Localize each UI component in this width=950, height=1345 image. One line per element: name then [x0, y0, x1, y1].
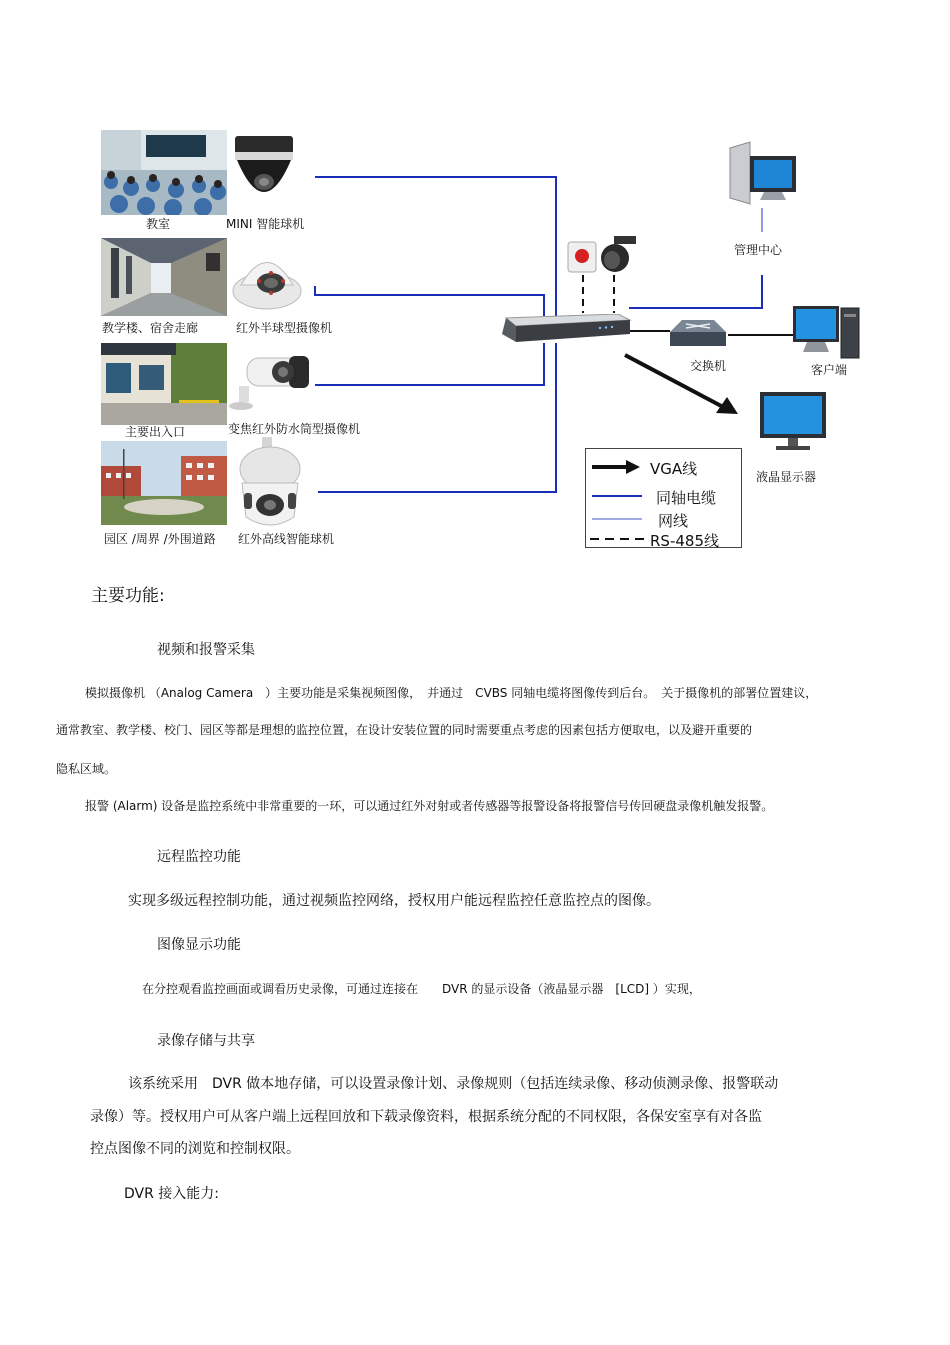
source-camera-label-1: MINI 智能球机 — [226, 217, 305, 231]
dvr-capability-heading: DVR 接入能力: — [124, 1186, 220, 1202]
source-camera-label-3: 变焦红外防水筒型摄像机 — [228, 422, 361, 436]
mini-dome-camera-icon — [229, 132, 299, 212]
section-title-capture: 视频和报警采集 — [157, 642, 255, 658]
legend-label-coax: 同轴电缆 — [656, 489, 717, 507]
source-place-label-2: 教学楼、宿舍走廊 — [102, 321, 199, 335]
legend-coax-line — [592, 487, 644, 507]
remote-paragraph: 实现多级远程控制功能，通过视频监控网络，授权用户能远程监控任意监控点的图像。 — [128, 893, 660, 909]
lcd-monitor-icon — [758, 390, 828, 454]
legend-dashed-line — [590, 529, 646, 549]
legend-label-rs485: RS-485线 — [650, 532, 719, 550]
display-paragraph: 在分控观看监控画面或调看历史录像，可通过连接在 DVR 的显示设备（液晶显示器 [LCD] ）实现， — [142, 982, 701, 996]
net-line-mgmt — [629, 275, 762, 308]
display-label: 液晶显示器 — [756, 470, 817, 484]
alarm-button-icon — [566, 240, 598, 274]
legend-label-vga: VGA线 — [650, 460, 698, 478]
capture-paragraph-line-2: 通常教室、教学楼、校门、园区等都是理想的监控位置，在设计安装位置的同时需要重点考虑的因素包括方便取电，以及避开重要的 — [56, 723, 753, 737]
source-camera-label-2: 红外半球型摄像机 — [236, 321, 333, 335]
ir-speed-dome-camera-icon — [236, 437, 304, 531]
section-title-display: 图像显示功能 — [157, 937, 241, 953]
legend — [585, 448, 742, 548]
client-label: 客户端 — [811, 363, 848, 377]
management-computer-icon — [728, 138, 800, 210]
legend-item-vga — [586, 457, 741, 477]
legend-net-line — [592, 509, 644, 529]
client-computer-icon — [793, 304, 861, 360]
section-title-remote: 远程监控功能 — [157, 849, 241, 865]
legend-item-coax — [586, 487, 741, 507]
classroom-photo — [101, 130, 227, 215]
bullet-camera-icon — [227, 352, 311, 412]
capture-paragraph-line-3: 隐私区域。 — [56, 762, 117, 776]
section-title-storage: 录像存储与共享 — [157, 1033, 255, 1049]
management-label: 管理中心 — [734, 243, 783, 257]
ir-dome-camera-icon — [231, 245, 303, 315]
main-functions-heading: 主要功能: — [91, 586, 165, 606]
dvr-icon — [500, 314, 632, 344]
entrance-photo — [101, 343, 227, 425]
legend-item-net — [586, 509, 741, 529]
legend-arrow-icon — [590, 459, 642, 475]
source-place-label-1: 教室 — [146, 217, 171, 231]
storage-paragraph-line-3: 控点图像不同的浏览和控制权限。 — [90, 1141, 300, 1157]
capture-paragraph-line-1: 模拟摄像机 （Analog Camera ）主要功能是采集视频图像， 并通过 CVBS 同轴电缆将图像传到后台。 关于摄像机的部署位置建议， — [85, 686, 818, 700]
campus-photo — [101, 441, 227, 525]
siren-icon — [598, 236, 638, 276]
storage-paragraph-line-1: 该系统采用 DVR 做本地存储，可以设置录像计划、录像规则（包括连续录像、移动侦测录像、报警联动 — [128, 1076, 779, 1092]
switch-icon — [668, 318, 728, 354]
legend-item-rs485 — [586, 529, 741, 549]
corridor-photo — [101, 238, 227, 316]
source-place-label-4: 园区 /周界 /外围道路 — [104, 532, 216, 546]
coax-line-3 — [315, 343, 544, 385]
source-camera-label-4: 红外高线智能球机 — [238, 532, 335, 546]
storage-paragraph-line-2: 录像）等。授权用户可从客户端上远程回放和下载录像资料，根据系统分配的不同权限，各保安室享有对各监 — [90, 1109, 762, 1125]
source-place-label-3: 主要出入口 — [125, 425, 186, 439]
coax-line-4 — [318, 343, 556, 492]
legend-label-net: 网线 — [658, 512, 689, 530]
coax-line-2 — [315, 286, 544, 316]
switch-label: 交换机 — [690, 359, 727, 373]
alarm-paragraph: 报警 (Alarm) 设备是监控系统中非常重要的一环，可以通过红外对射或者传感器等报警设备将报警信号传回硬盘录像机触发报警。 — [85, 799, 774, 813]
